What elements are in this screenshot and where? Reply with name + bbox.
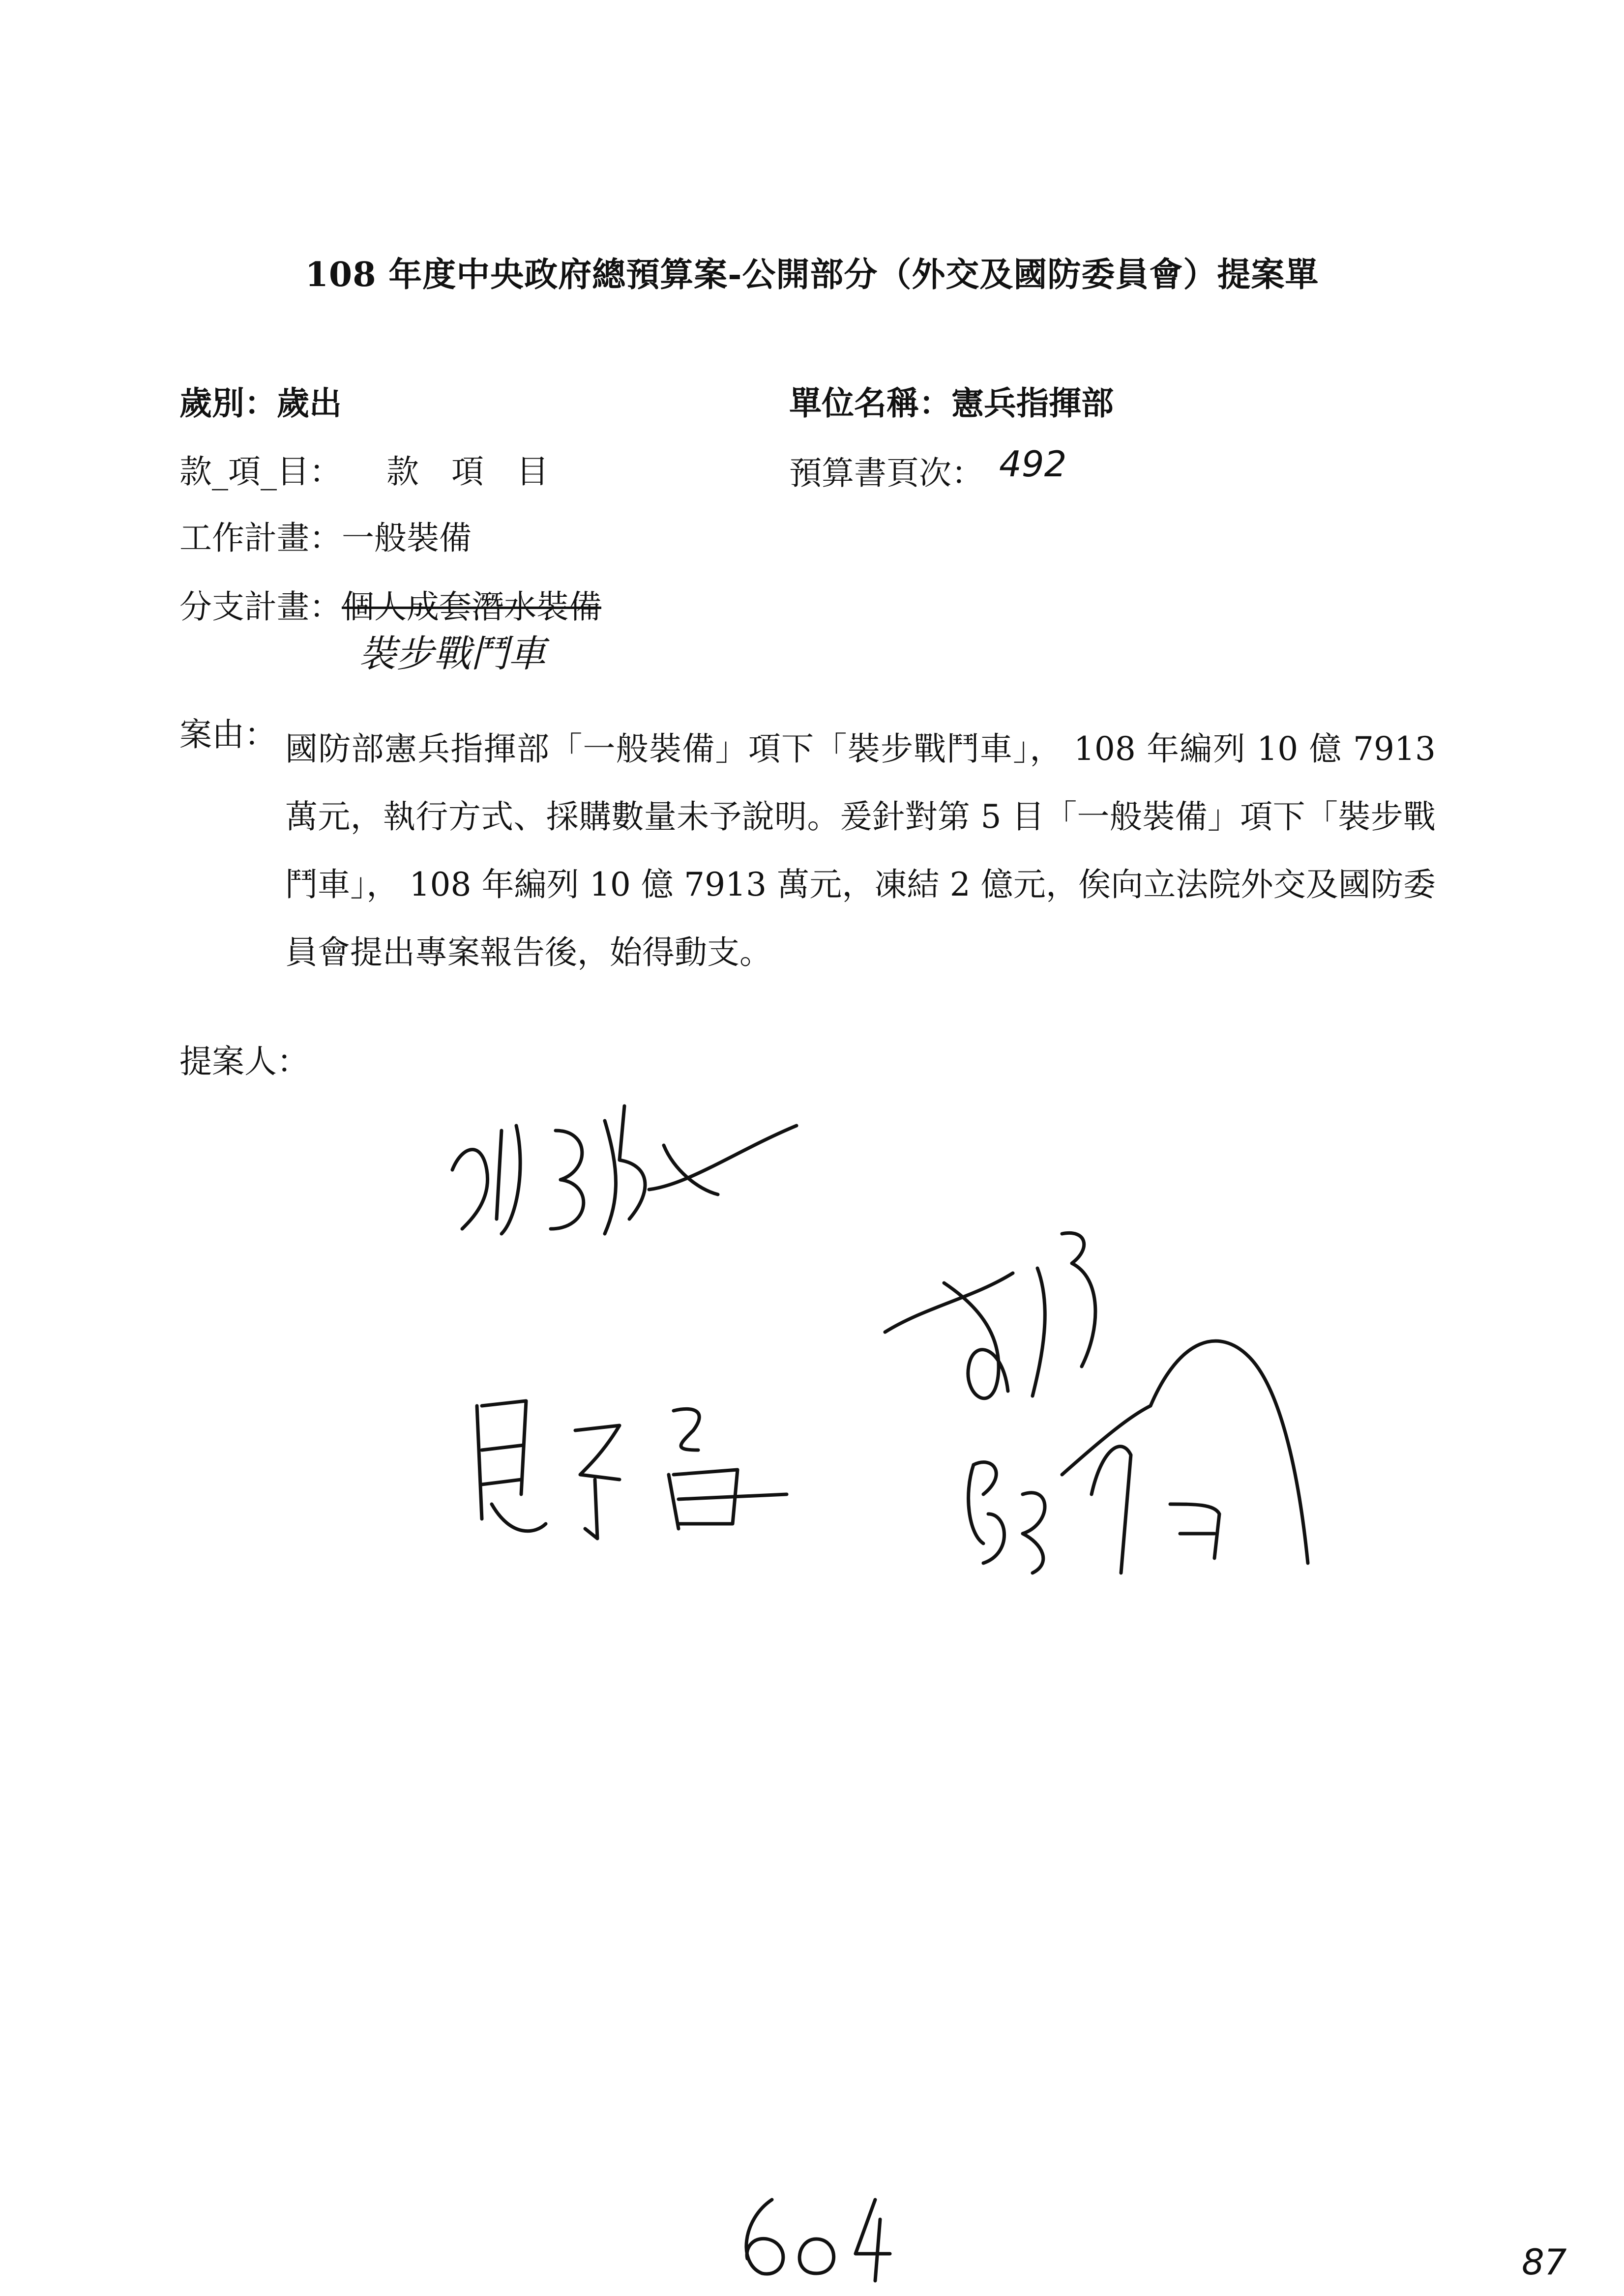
kxm-label: 款_項_目： <box>179 453 342 491</box>
corner-page-number: 87 <box>1522 2241 1567 2283</box>
category-label: 歲別： <box>179 384 277 422</box>
sub-plan-struck-value: 個人成套潛水裝備 <box>342 588 601 626</box>
page-number-text <box>806 2234 825 2246</box>
page-ref-field <box>789 443 1067 493</box>
kxm-field <box>179 452 549 492</box>
page-ref-label: 預算書頁次： <box>789 454 984 492</box>
unit-label: 單位名稱： <box>789 384 951 422</box>
signature-1 <box>443 1072 816 1258</box>
kxm-value: 款 項 目 <box>386 453 549 491</box>
signature-2 <box>462 1376 806 1563</box>
work-plan-value: 一般裝備 <box>342 519 472 557</box>
work-plan-field <box>179 519 472 558</box>
reason-text: 國防部憲兵指揮部「一般裝備」項下「裝步戰鬥車」， 108 年編列 10 億 7913 萬元，執行方式、採購數量未予說明。爰針對第 5 目「一般裝備」項下「裝步戰鬥車」， 108 年編列 10 億 7913 萬元，凍結 2 億元，俟向立法院外交及國防委員會提出專案報告後，始得動支。 <box>285 730 1436 971</box>
category-field <box>179 383 342 423</box>
unit-field <box>789 383 1114 423</box>
page-ref-value-handwritten: 492 <box>999 443 1067 485</box>
sub-plan-handwritten-correction: 裝步戰鬥車 <box>359 632 546 675</box>
category-value: 歲出 <box>277 384 342 422</box>
document-title: 108 年度中央政府總預算案-公開部分（外交及國防委員會）提案單 <box>305 255 1319 294</box>
proposer-label: 提案人： <box>179 1043 309 1080</box>
sub-plan-field <box>179 587 601 627</box>
unit-value: 憲兵指揮部 <box>951 384 1114 422</box>
reason-label: 案由： <box>179 716 277 754</box>
work-plan-label: 工作計畫： <box>179 519 342 557</box>
signature-3 <box>875 1219 1357 1652</box>
sub-plan-label: 分支計畫： <box>179 588 342 626</box>
